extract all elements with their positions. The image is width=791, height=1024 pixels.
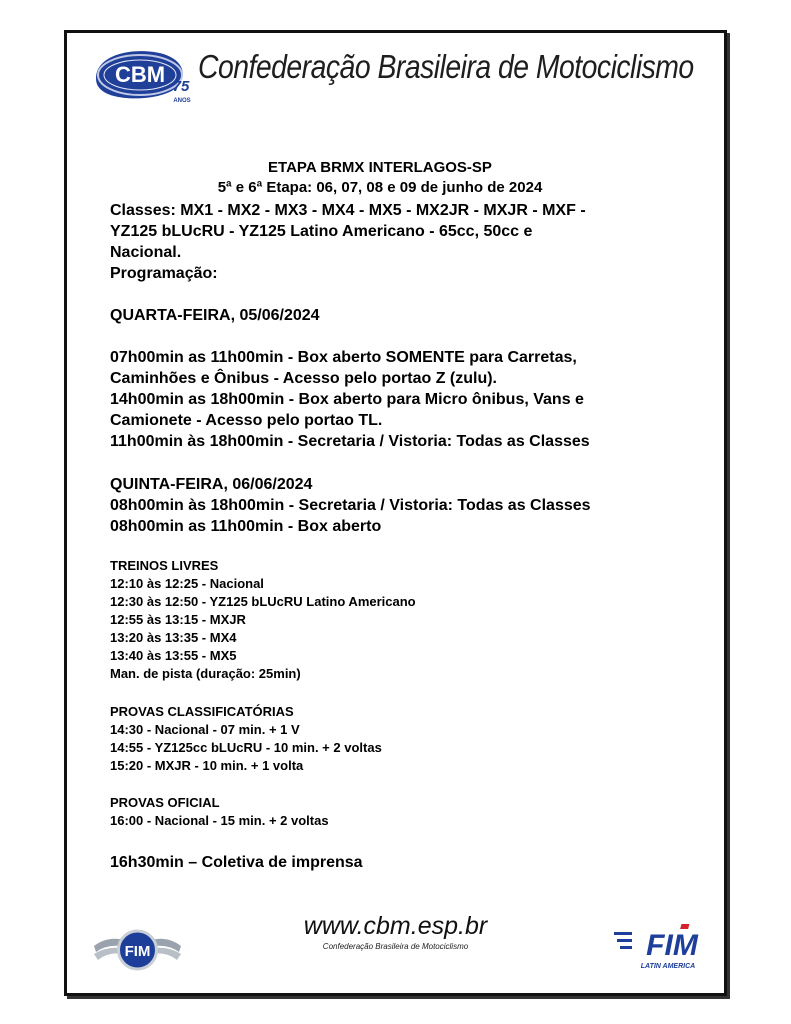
schedule-line: 08h00min as 11h00min - Box aberto [110, 518, 382, 535]
event-block [110, 158, 650, 198]
treino-line: 12:55 às 13:15 - MXJR [110, 612, 246, 627]
programacao-label: Programação: [110, 265, 218, 282]
classificatoria-line: 14:30 - Nacional - 07 min. + 1 V [110, 722, 300, 737]
logo-text: CBM [114, 62, 166, 87]
schedule-line: 08h00min às 18h00min - Secretaria / Vistoria: Todas as Classes [110, 497, 591, 514]
logo-years: 75 [172, 78, 190, 95]
event-dates: 5ª e 6ª Etapa: 06, 07, 08 e 09 de junho de 2024 [217, 179, 543, 196]
treinos-heading: TREINOS LIVRES [110, 558, 219, 573]
oficial-line: 16:00 - Nacional - 15 min. + 2 voltas [110, 813, 329, 828]
schedule-line: 14h00min as 18h00min - Box aberto para Micro ônibus, Vans e [110, 391, 584, 408]
classes-block [110, 200, 670, 284]
classificatorias-heading: PROVAS CLASSIFICATÓRIAS [110, 704, 294, 719]
provas-oficial [110, 794, 670, 830]
site-url[interactable]: www.cbm.esp.br [303, 912, 488, 940]
coletiva-block [110, 852, 670, 873]
treinos-livres [110, 557, 670, 683]
wednesday-heading-block [110, 305, 670, 326]
schedule-line: Caminhões e Ônibus - Acesso pelo portao Z (zulu). [110, 370, 497, 387]
fim-right-text: FIM [646, 929, 698, 962]
coletiva-line: 16h30min – Coletiva de imprensa [110, 854, 363, 871]
classificatoria-line: 14:55 - YZ125cc bLUcRU - 10 min. + 2 voltas [110, 740, 382, 755]
schedule-line: 07h00min as 11h00min - Box aberto SOMENTE para Carretas, [110, 349, 577, 366]
treino-line: 13:40 às 13:55 - MX5 [110, 648, 237, 663]
treino-line: 13:20 às 13:35 - MX4 [110, 630, 237, 645]
schedule-line: Camionete - Acesso pelo portao TL. [110, 412, 383, 429]
oficial-heading: PROVAS OFICIAL [110, 795, 220, 810]
header-title: Confederação Brasileira de Motociclismo [198, 48, 694, 85]
thursday-heading: QUINTA-FEIRA, 06/06/2024 [110, 476, 313, 493]
provas-classificatorias [110, 703, 670, 775]
cbm-logo [90, 44, 200, 106]
schedule-line: 11h00min às 18h00min - Secretaria / Vistoria: Todas as Classes [110, 433, 590, 450]
fim-left-text: FIM [124, 943, 151, 960]
classes-line: Nacional. [110, 244, 182, 261]
site-subtitle: Confederação Brasileira de Motociclismo [322, 942, 469, 951]
classes-line: Classes: MX1 - MX2 - MX3 - MX4 - MX5 - MX2JR - MXJR - MXF - [110, 202, 586, 219]
event-title: ETAPA BRMX INTERLAGOS-SP [268, 159, 492, 176]
classes-line: YZ125 bLUcRU - YZ125 Latino Americano - 65cc, 50cc e [110, 223, 533, 240]
thursday-schedule [110, 474, 670, 537]
treino-line: Man. de pista (duração: 25min) [110, 666, 301, 681]
fim-right-sub: LATIN AMERICA [640, 963, 696, 970]
treino-line: 12:30 às 12:50 - YZ125 bLUcRU Latino Americano [110, 594, 416, 609]
wednesday-schedule [110, 347, 670, 452]
classificatoria-line: 15:20 - MXJR - 10 min. + 1 volta [110, 758, 304, 773]
fim-latin-america-logo [614, 922, 710, 974]
logo-years-label: ANOS [173, 98, 191, 104]
wednesday-heading: QUARTA-FEIRA, 05/06/2024 [110, 307, 320, 324]
treino-line: 12:10 às 12:25 - Nacional [110, 576, 264, 591]
